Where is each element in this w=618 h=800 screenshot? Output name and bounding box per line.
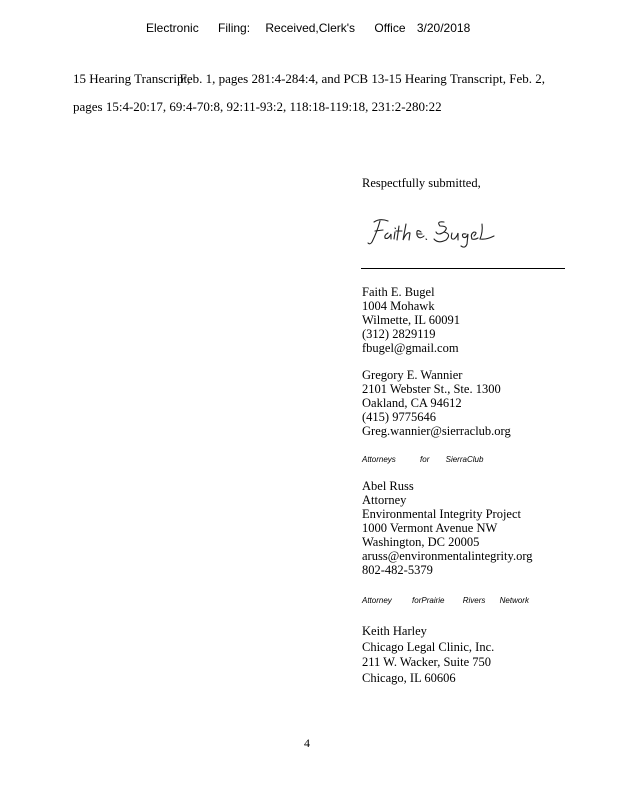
attorney-word: Attorney (362, 596, 392, 605)
contact-line: 1004 Mohawk (362, 299, 435, 313)
contact-line: Attorney (362, 493, 407, 507)
contact-line: Chicago, IL 60606 (362, 670, 456, 685)
contact-block-wannier (362, 368, 511, 438)
body-line-1 (73, 71, 545, 87)
attorney-for-prairie-rivers (362, 596, 529, 605)
contact-name: Faith E. Bugel (362, 285, 435, 299)
attorneys-for-sierra-club (362, 455, 483, 464)
body-line-1-a: 15 Hearing Transcript, (73, 71, 191, 86)
contact-line: Washington, DC 20005 (362, 535, 480, 549)
header-received: Received,Clerk's (265, 21, 356, 35)
contact-line: Oakland, CA 94612 (362, 396, 462, 410)
contact-name: Abel Russ (362, 479, 414, 493)
contact-line: 2101 Webster St., Ste. 1300 (362, 382, 501, 396)
handwritten-signature (366, 212, 506, 252)
closing: Respectfully submitted, (362, 176, 481, 190)
contact-block-bugel (362, 285, 460, 355)
rivers-word: Rivers (462, 596, 486, 605)
contact-email: aruss@environmentalintegrity.org (362, 549, 533, 563)
header-date: 3/20/2018 (416, 21, 471, 35)
contact-line: 1000 Vermont Avenue NW (362, 521, 498, 535)
header-filing: Filing: (218, 21, 251, 35)
contact-email: fbugel@gmail.com (362, 341, 459, 355)
attorneys-word: Attorneys (362, 455, 396, 464)
contact-line: (415) 9775646 (362, 410, 436, 424)
for-prairie-word: forPrairie (412, 596, 445, 605)
contact-line: Environmental Integrity Project (362, 507, 521, 521)
contact-block-russ (362, 479, 533, 577)
contact-line: 211 W. Wacker, Suite 750 (362, 655, 492, 669)
for-word: for (420, 455, 430, 464)
header-office: Office (374, 21, 406, 35)
network-word: Network (499, 596, 529, 605)
contact-name: Gregory E. Wannier (362, 368, 463, 382)
org-word: SierraClub (445, 455, 484, 464)
contact-line: 802-482-5379 (362, 563, 433, 577)
contact-line: Wilmette, IL 60091 (362, 313, 460, 327)
contact-block-harley (362, 624, 494, 686)
contact-line: Chicago Legal Clinic, Inc. (362, 639, 495, 654)
page-number: 4 (304, 736, 310, 750)
filing-header (146, 21, 470, 35)
contact-line: (312) 2829119 (362, 327, 436, 341)
header-electronic: Electronic (146, 21, 199, 35)
contact-name: Keith Harley (362, 624, 427, 638)
signature-line (361, 268, 565, 269)
contact-email: Greg.wannier@sierraclub.org (362, 424, 511, 438)
body-line-2: pages 15:4-20:17, 69:4-70:8, 92:11-93:2, 118:18-119:18, 231:2-280:22 (73, 99, 442, 114)
body-line-1-b: Feb. 1, pages 281:4-284:4, and PCB 13-15 Hearing Transcript, Feb. 2, (179, 71, 546, 86)
